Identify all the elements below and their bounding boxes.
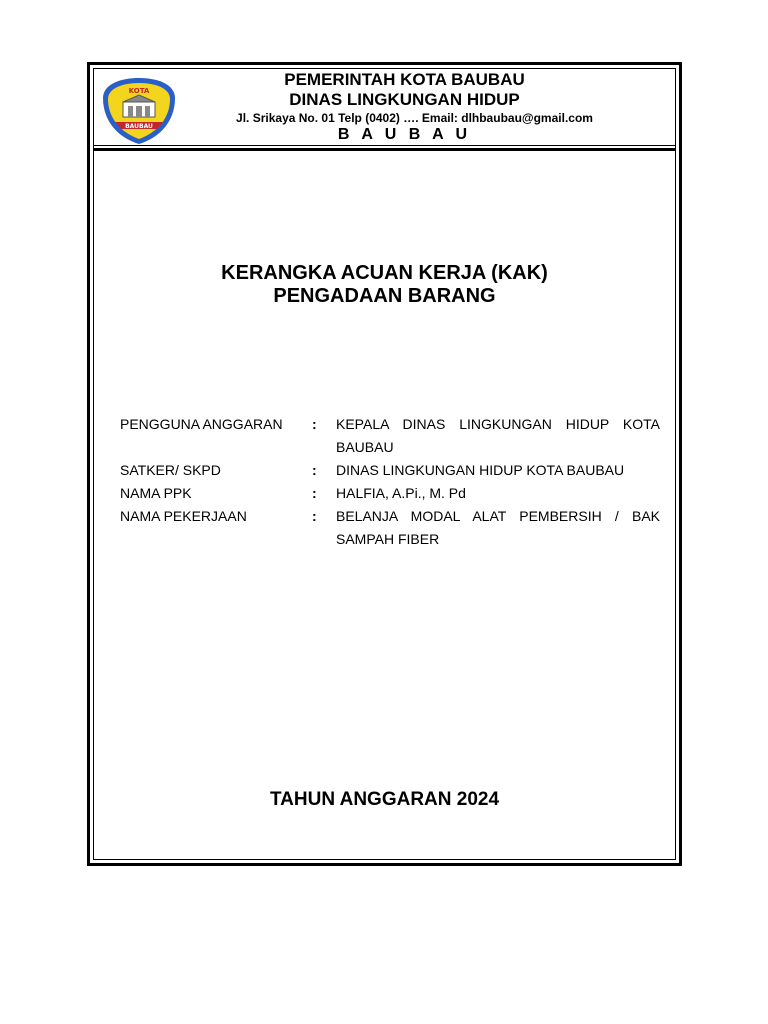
info-colon: : bbox=[312, 416, 317, 432]
info-colon: : bbox=[312, 485, 317, 501]
info-row bbox=[120, 413, 660, 459]
city-name: B A U B A U bbox=[337, 126, 472, 143]
logo-top-text: KOTA bbox=[128, 87, 150, 95]
letterhead bbox=[94, 69, 675, 146]
logo-bottom-text: BAUBAU bbox=[125, 123, 153, 130]
info-label: SATKER/ SKPD bbox=[120, 462, 221, 478]
info-label: PENGGUNA ANGGARAN bbox=[120, 416, 283, 432]
info-table bbox=[120, 413, 660, 551]
document-inner-frame bbox=[93, 68, 676, 860]
info-label: NAMA PEKERJAAN bbox=[120, 508, 247, 524]
agency-address: Jl. Srikaya No. 01 Telp (0402) …. Email: dlhbaubau@gmail.com bbox=[236, 111, 593, 125]
info-value: KEPALA DINAS LINGKUNGAN HIDUP KOTA BAUBAU bbox=[336, 416, 660, 455]
info-label: NAMA PPK bbox=[120, 485, 192, 501]
fiscal-year: TAHUN ANGGARAN 2024 bbox=[269, 789, 500, 810]
info-colon: : bbox=[312, 462, 317, 478]
agency-name: DINAS LINGKUNGAN HIDUP bbox=[289, 90, 520, 109]
info-value: HALFIA, A.Pi., M. Pd bbox=[336, 485, 466, 501]
info-value: DINAS LINGKUNGAN HIDUP KOTA BAUBAU bbox=[336, 462, 625, 478]
info-row bbox=[120, 482, 660, 505]
document-frame bbox=[87, 62, 682, 866]
info-colon: : bbox=[312, 508, 317, 524]
document-subtitle: PENGADAAN BARANG bbox=[273, 285, 496, 307]
info-row bbox=[120, 459, 660, 482]
document-title: KERANGKA ACUAN KERJA (KAK) bbox=[221, 262, 548, 284]
info-value: BELANJA MODAL ALAT PEMBERSIH / BAK SAMPAH FIBER bbox=[336, 508, 660, 547]
letterhead-divider bbox=[94, 148, 675, 151]
gov-name: PEMERINTAH KOTA BAUBAU bbox=[284, 70, 525, 89]
info-row bbox=[120, 505, 660, 551]
